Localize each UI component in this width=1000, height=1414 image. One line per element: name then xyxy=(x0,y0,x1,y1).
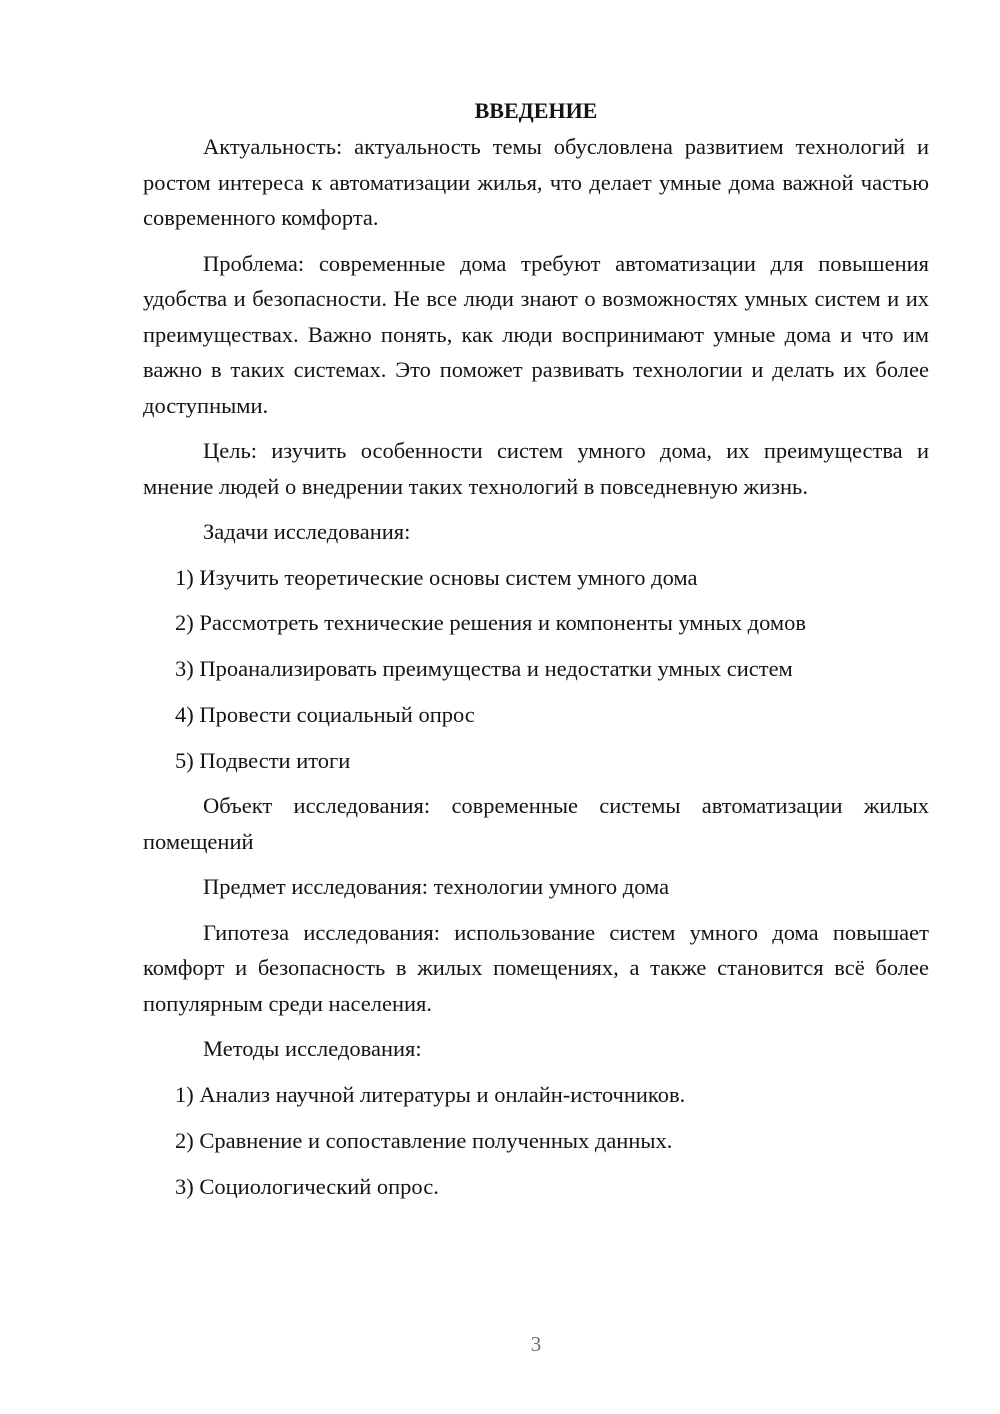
problem-paragraph: Проблема: современные дома требуют автоматизации для повышения удобства и безопасности. Не все люди знают о возможностях умных систем и их преимуществах. Важно понять, как люди воспринимают умные дома и что им важно в таких системах. Это поможет развивать технологии и делать их более доступными. xyxy=(143,250,929,418)
object-paragraph: Объект исследования: современные системы автоматизации жилых помещений xyxy=(143,793,929,854)
method-item-2: 2) Сравнение и сопоставление полученных данных. xyxy=(175,1127,673,1153)
page-number: 3 xyxy=(530,1332,542,1356)
method-item-3: 3) Социологический опрос. xyxy=(175,1173,439,1199)
goal-paragraph: Цель: изучить особенности систем умного дома, их преимущества и мнение людей о внедрении таких технологий в повседневную жизнь. xyxy=(143,438,929,499)
hypothesis-paragraph: Гипотеза исследования: использование систем умного дома повышает комфорт и безопасность в жилых помещениях, а также становится всё более популярным среди населения. xyxy=(143,919,929,1016)
task-item-5: 5) Подвести итоги xyxy=(175,747,351,773)
subject-paragraph: Предмет исследования: технологии умного дома xyxy=(203,874,670,900)
task-item-3: 3) Проанализировать преимущества и недостатки умных систем xyxy=(175,656,793,682)
method-item-1: 1) Анализ научной литературы и онлайн-источников. xyxy=(175,1081,686,1107)
task-item-1: 1) Изучить теоретические основы систем умного дома xyxy=(175,564,698,590)
page-content xyxy=(143,93,929,1214)
task-item-2: 2) Рассмотреть технические решения и компоненты умных домов xyxy=(175,610,807,636)
relevance-paragraph: Актуальность: актуальность темы обусловлена развитием технологий и ростом интереса к автоматизации жилья, что делает умные дома важной частью современного комфорта. xyxy=(143,134,929,230)
section-title: ВВЕДЕНИЕ xyxy=(474,98,598,123)
methods-heading: Методы исследования: xyxy=(203,1036,422,1062)
tasks-heading: Задачи исследования: xyxy=(203,519,411,544)
task-item-4: 4) Провести социальный опрос xyxy=(175,701,475,727)
